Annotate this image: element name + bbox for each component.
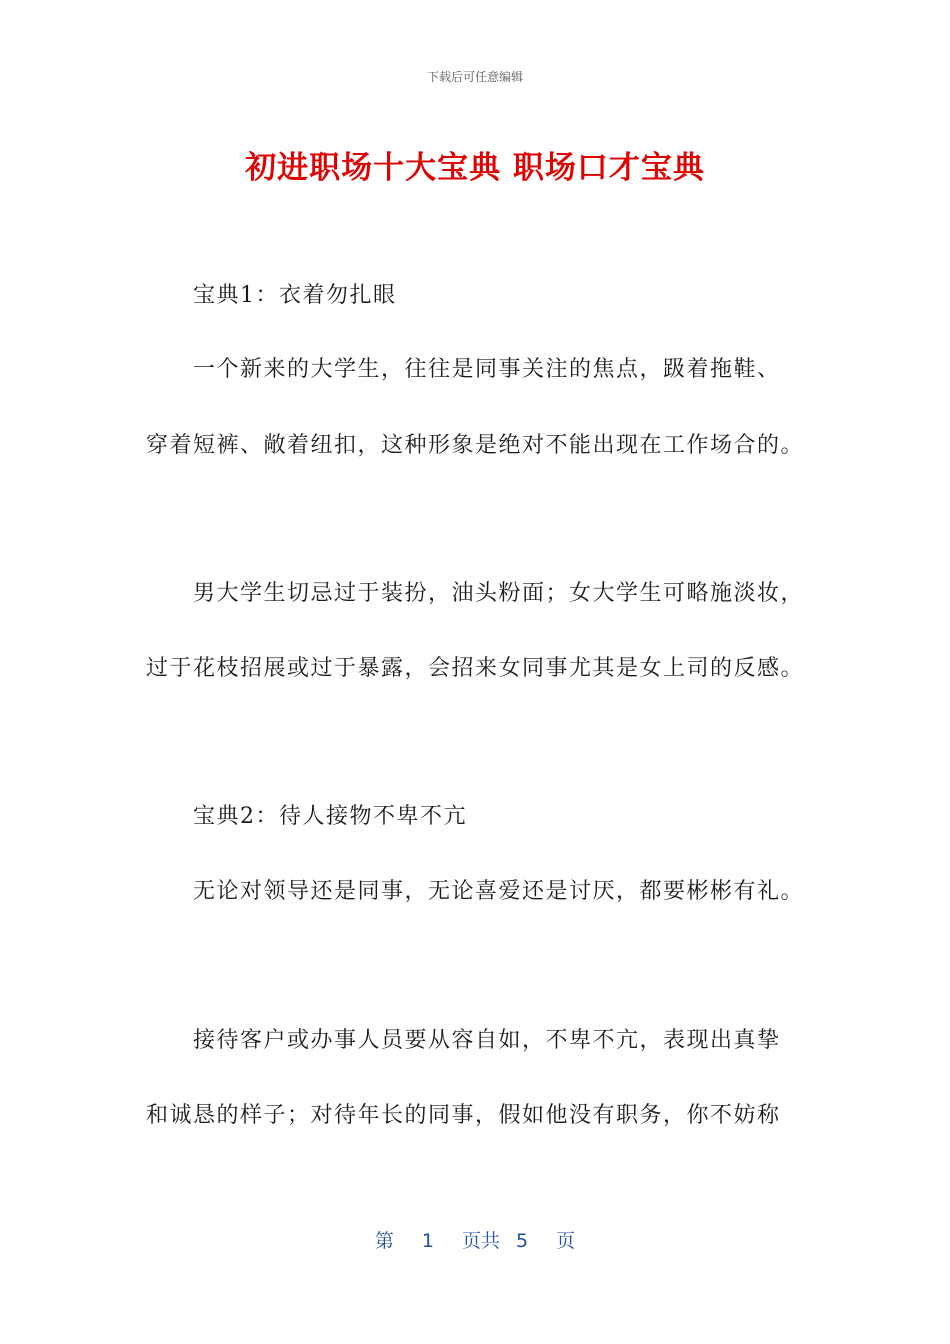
paragraph-line: 男大学生切忌过于装扮，油头粉面；女大学生可略施淡妆，: [193, 581, 805, 606]
paragraph-line: 一个新来的大学生，往往是同事关注的焦点，趿着拖鞋、: [193, 357, 781, 382]
total-pages-number: 5: [516, 1230, 529, 1252]
header-note: 下载后可任意编辑: [426, 70, 523, 84]
footer-middle: 页共: [461, 1230, 500, 1252]
document-title: 初进职场十大宝典 职场口才宝典: [245, 150, 705, 186]
paragraph-line: 接待客户或办事人员要从容自如，不卑不亢，表现出真挚: [193, 1028, 781, 1053]
paragraph-line: 和诚恳的样子；对待年长的同事，假如他没有职务，你不妨称: [146, 1103, 781, 1128]
paragraph-line: 无论对领导还是同事，无论喜爱还是讨厌，都要彬彬有礼。: [193, 879, 805, 904]
footer-prefix: 第: [374, 1230, 394, 1252]
paragraph-line: 过于花枝招展或过于暴露，会招来女同事尤其是女上司的反感。: [146, 656, 805, 681]
footer-suffix: 页: [556, 1230, 576, 1252]
current-page-number: 1: [421, 1230, 434, 1252]
paragraph-line: 穿着短裤、敞着纽扣，这种形象是绝对不能出现在工作场合的。: [146, 433, 805, 458]
page-footer: [0, 1226, 950, 1253]
section-heading-2: 宝典2：待人接物不卑不亢: [193, 804, 467, 829]
section-heading-1: 宝典1：衣着勿扎眼: [193, 283, 397, 308]
